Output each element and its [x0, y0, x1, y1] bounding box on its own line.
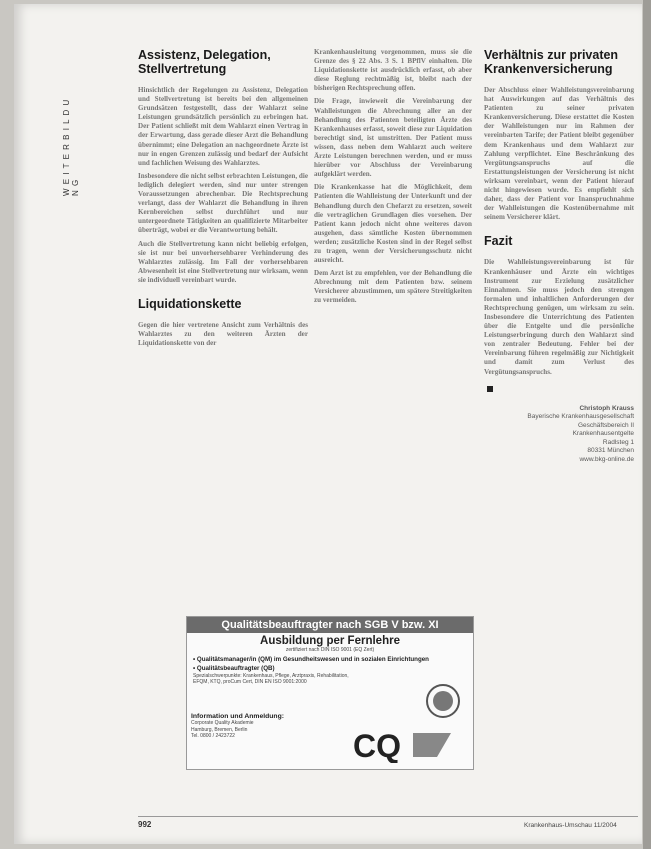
column-3: [484, 48, 634, 464]
column-2: [314, 48, 472, 310]
ad-bullet: • Qualitätsmanager/in (QM) im Gesundheitswesen und in sozialen Einrichtungen: [193, 655, 429, 663]
heading-assistenz: Assistenz, Delegation, Stellvertretung: [138, 48, 271, 76]
ad-bullet: • Qualitätsbeauftragter (QB): [193, 665, 275, 672]
section-label: W E I T E R B I L D U N G: [62, 98, 80, 196]
ad-contact-line: Corporate Quality Akademie: [191, 720, 254, 726]
heading-krankenversicherung: Verhältnis zur privaten Krankenversicherung: [484, 48, 619, 76]
logo-text: CQ: [353, 728, 401, 763]
end-mark-icon: [487, 386, 493, 392]
page-number: 992: [138, 820, 152, 829]
paragraph: Auch die Stellvertretung kann nicht beliebig erfolgen, sie ist nur bei unvorhersehbarer Verhinderung des Wahlarztes zulässig. Im Fall der vorhersehbaren Abwesenheit ist eine Stellvertretung nur wirksam, wenn sie individuell vereinbart wurde.: [138, 239, 308, 284]
author-org: Geschäftsbereich II: [578, 421, 634, 429]
ad-headline: Qualitätsbeauftragter nach SGB V bzw. XI: [187, 617, 473, 633]
ad-contact: [191, 713, 331, 761]
paragraph: Dem Arzt ist zu empfehlen, vor der Behandlung die Abrechnung mit dem Patienten bzw. seinem Versicherer abzustimmen, um spätere Streitigkeiten zu vermeiden.: [314, 269, 472, 305]
author-website: www.bkg-online.de: [579, 455, 634, 463]
author-org: Bayerische Krankenhausgesellschaft: [527, 413, 634, 421]
ad-subheadline: Ausbildung per Fernlehre: [260, 635, 400, 647]
heading-fazit: Fazit: [484, 234, 513, 249]
paragraph: Gegen die hier vertretene Ansicht zum Verhältnis des Wahlarztes zu den weiteren Ärzten der Liquidationskette von der: [138, 320, 308, 348]
ad-certification: zertifiziert nach DIN ISO 9001 (EQ Zert): [285, 647, 375, 653]
cq-logo-icon: [345, 727, 455, 763]
author-org: Krankenhausentgelte: [572, 430, 634, 438]
ad-contact-line: Hamburg, Bremen, Berlin: [191, 726, 248, 733]
paragraph: Die Wahlleistungsvereinbarung ist für Krankenhäuser und Ärzte ein wichtiges Instrument zur Erzielung zusätzlicher Einnahmen. Sie muss jedoch den strengen formalen und inhaltlichen Anforderungen der Rechtsprechung genügen, um wirksam zu sein. Insbesondere die Unterrichtung des Patienten über die Entgelte und die persönliche Leistungserbringung durch den Wahlarzt sind von zentraler Bedeutung. Fehler bei der Vereinbarung führen regelmäßig zur Nichtigkeit und damit zum Verlust des Vergütungsanspruchs.: [484, 258, 634, 376]
page: [14, 4, 642, 844]
author-signature: [484, 405, 634, 465]
footer-divider: [138, 816, 638, 817]
advertisement: [186, 616, 474, 770]
paragraph: Die Krankenkasse hat die Möglichkeit, dem Patienten die Wahlleistung der Unterkunft und der Behandlung durch den Chefarzt zu ersetzen, soweit die vertraglichen Grundlagen dies vorsehen. Der Patient kann jedoch nicht ohne weiteres davon ausgehen, dass sämtliche Kosten übernommen werden; zusätzliche Kosten sind in der Regel selbst zu tragen, wenn der Versicherungsschutz nicht ausreicht.: [314, 183, 472, 265]
author-name: Christoph Krauss: [579, 404, 634, 412]
ad-contact-title: Information und Anmeldung:: [191, 713, 285, 720]
author-city: 80331 München: [587, 447, 634, 455]
page-edge: [643, 0, 651, 849]
heading-liquidationskette: Liquidationskette: [138, 296, 242, 311]
ad-details: Spezialschwerpunkte: Krankenhaus, Pflege, Arztpraxis, Rehabilitation, EFQM, KTQ, proCum Cert, DIN EN ISO 9001:2000: [193, 672, 349, 685]
certification-seal-icon: [425, 683, 461, 719]
column-1: [138, 48, 308, 352]
paragraph: Der Abschluss einer Wahlleistungsvereinbarung hat Auswirkungen auf das Verhältnis des Patienten zu seiner privaten Krankenversicherung. Diese erstattet die Kosten der Wahlleistungen nur im Rahmen der vereinbarten Tarife; der Patient bleibt gegenüber dem Krankenhaus und dem Wahlarzt zur Zahlung verpflichtet. Eine Beschränkung des Vergütungsanspruchs auf die Erstattungsleistungen der Versicherung ist nicht wirksam vereinbart, wenn der Patient hierauf nicht hingewiesen wurde. Es empfiehlt sich daher, dass der Patient vor Inanspruchnahme der Wahlleistungen die Kostenübernahme mit seinem Versicherer klärt.: [484, 86, 634, 222]
author-street: Radlsteg 1: [602, 438, 634, 446]
ad-contact-line: Tel. 0800 / 2423722: [191, 733, 235, 739]
paragraph: Krankenhausleitung vorgenommen, muss sie die Grenze des § 22 Abs. 3 S. 1 BPflV einhalten. Die Liquidationskette ist ausdrücklich erfasst, ob aber diese Reglung rechtmäßig ist, bleibt nach der bisherigen Rechtsprechung offen.: [314, 48, 472, 93]
journal-name: Krankenhaus-Umschau 11/2004: [524, 822, 617, 829]
paragraph: Insbesondere die nicht selbst erbrachten Leistungen, die lediglich delegiert werden, sind nur unter strengen Voraussetzungen abrechenbar. Die Rechtsprechung verlangt, dass der Wahlarzt die Behandlung in ihren Kernbereichen selbst durchführt und nur untergeordnete Tätigkeiten an qualifizierte Mitarbeiter überträgt, wobei er die Verantwortung behält.: [138, 171, 308, 235]
paragraph: Hinsichtlich der Regelungen zu Assistenz, Delegation und Stellvertretung ist bereits bei den allgemeinen Grundsätzen festgestellt, dass der Wahlarzt seine Leistungen grundsätzlich persönlich zu erbringen hat. Der Patient schließt mit dem Wahlarzt einen Vertrag in der Erwartung, dass gerade dieser Arzt die Behandlung übernimmt; eine Delegation an nachgeordnete Ärzte ist nur in engen Grenzen zulässig und bedarf der Aufsicht und fachlichen Weisung des Wahlarztes.: [138, 86, 308, 167]
paragraph: Die Frage, inwieweit die Vereinbarung der Wahlleistungen die Abrechnung aller an der Behandlung des Patienten beteiligten Ärzte des Krankenhauses erfasst, soweit diese zur Liquidation berechtigt sind, ist umstritten. Der Patient muss wissen, dass neben dem Wahlarzt auch weitere Ärzte Leistungen berechnen werden, und er muss hierüber vor Abschluss der Vereinbarung aufgeklärt werden.: [314, 97, 472, 179]
